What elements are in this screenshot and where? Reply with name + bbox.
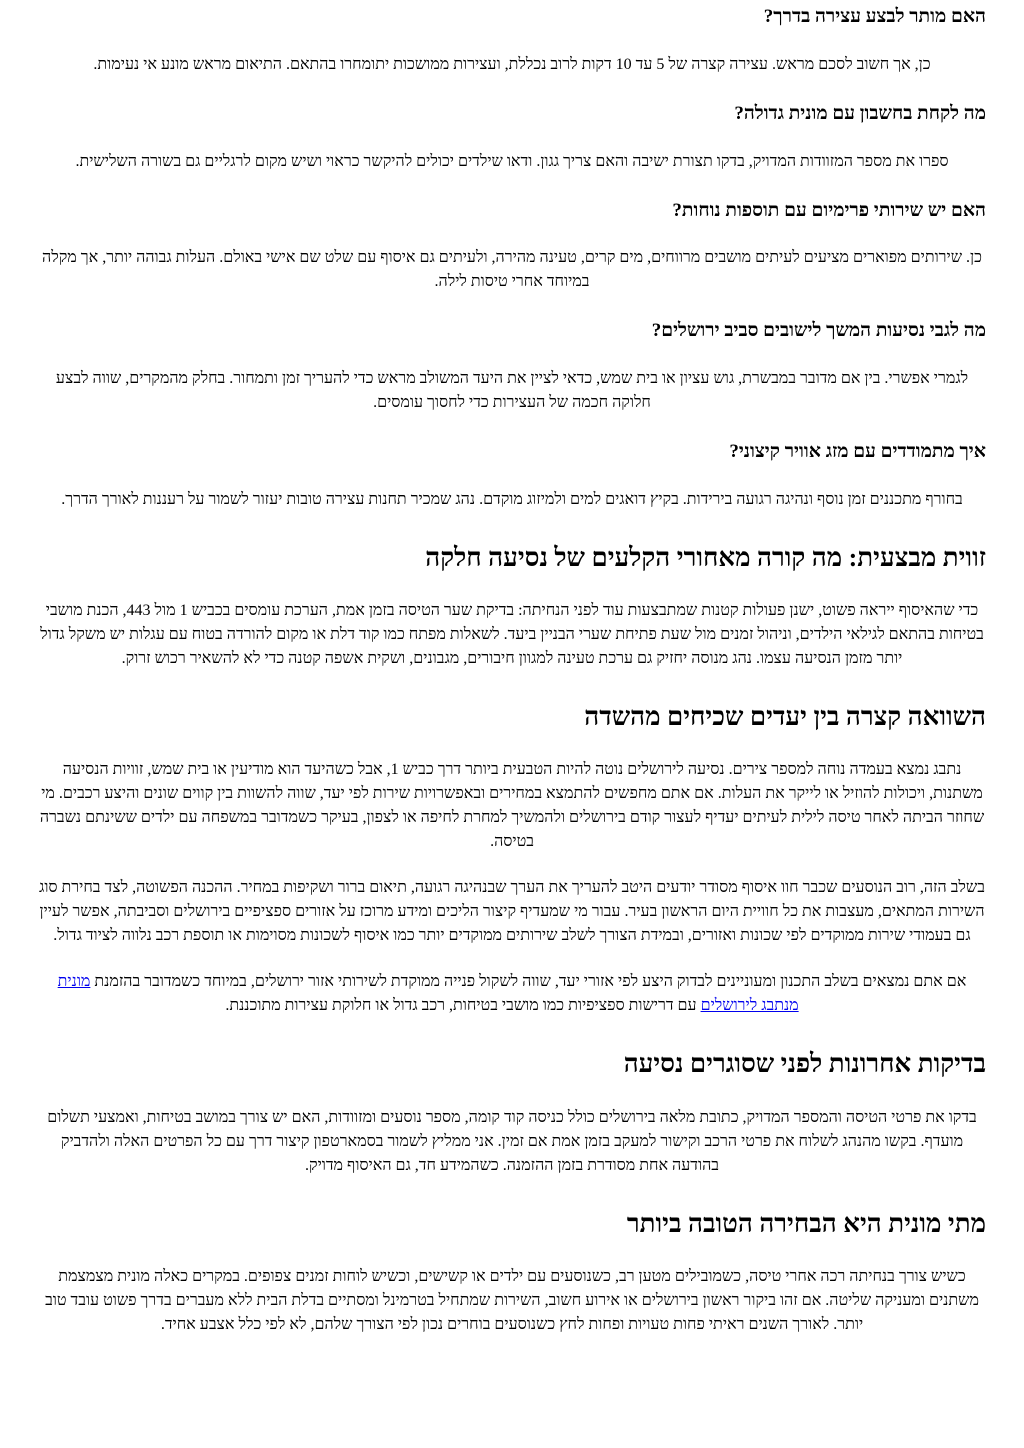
section-paragraph: בדקו את פרטי הטיסה והמספר המדויק, כתובת מלאה בירושלים כולל כניסה קוד קומה, מספר נוסעים ומזוודות, האם יש צורך במושב בטיחות, ואמצעי תשלום מועדף. בקשו מהנהג לשלוח את פרטי הרכב וקישור למעקב בזמן אמת אם זמין. אני ממליץ לשמור בסמארטפון קיצור דרך עם כל הפרטים האלה ולהדביק בהודעה אחת מסודרת בזמן ההזמנה. כשהמידע חד, גם האיסוף מדויק. (47, 1108, 977, 1174)
faq-question: האם יש שירותי פרימיום עם תוספות נוחות? (672, 199, 986, 221)
section-paragraph-with-link (38, 970, 986, 1018)
section-paragraph: כשיש צורך בנחיתה רכה אחרי טיסה, כשמובילים מטען רב, כשנוסעים עם ילדים או קשישים, וכשיש לוחות זמנים צפופים. במקרים כאלה מונית מצמצמת משתנים ומעניקה שליטה. אם זהו ביקור ראשון בירושלים או אירוע חשוב, השירות שמתחיל בטרמינל ומסתיים בדלת הבית ללא מעברים בדרך פשוט עובד טוב יותר. לאורך השנים ראיתי פחות טעויות ופחות לחץ כשנוסעים בוחרים נכון לפי הצורך שלהם, לא לפי כלל אצבע אחיד. (45, 1267, 979, 1333)
faq-question: האם מותר לבצע עצירה בדרך? (763, 6, 986, 27)
paragraph-text: עם דרישות ספציפיות כמו מושבי בטיחות, רכב גדול או חלוקת עצירות מתוכננת. (225, 997, 701, 1015)
jerusalem-taxi-link[interactable]: מונית מנתבג לירושלים (57, 973, 799, 1015)
faq-answer: כן, אך חשוב לסכם מראש. עצירה קצרה של 5 עד 10 דקות לרוב נכללת, ועצירות ממושכות יתומחרו בהתאם. התיאום מראש מונע אי נעימות. (93, 55, 931, 73)
faq-question: מה לגבי נסיעות המשך לישובים סביב ירושלים? (651, 320, 986, 342)
section-paragraph: בשלב הזה, רוב הנוסעים שכבר חוו איסוף מסודר יודעים היטב להעריך את הערך שבנהיגה רגועה, תיאום ברור ושקיפות במחיר. ההכנה הפשוטה, לצד בחירת סוג השירות המתאים, מעצבות את כל חוויית היום הראשון בעיר. עבור מי שמעדיף קיצור הליכים ומידע מרוכז על אזורים ספציפיים בירושלים וסביבתה, אפשר לעיין גם בעמודי שירות ממוקדים לפי שכונות ואזורים, ובמידת הצורך לשלב שירותים ממוקדים יותר כמו איסוף לשכונות מסוימות או תוספת רכב נלווה לציוד גדול. (39, 879, 985, 945)
section-title: בדיקות אחרונות לפני שסוגרים נסיעה (623, 1049, 986, 1079)
faq-answer: לגמרי אפשרי. בין אם מדובר במבשרת, גוש עציון או בית שמש, כדאי לציין את היעד המשולב מראש כדי להעריך זמן ותמחור. בחלק מהמקרים, שווה לבצע חלוקה חכמה של העצירות כדי לחסוך עומסים. (55, 370, 969, 412)
section-title: זווית מבצעית: מה קורה מאחורי הקלעים של נסיעה חלקה (425, 542, 986, 572)
article (38, 6, 986, 1337)
faq-answer: ספרו את מספר המזוודות המדויק, בדקו תצורת ישיבה והאם צריך גגון. ודאו שילדים יכולים להיקשר כראוי ושיש מקום לרגליים גם בשורה השלישית. (75, 152, 949, 170)
section-title: מתי מונית היא הבחירה הטובה ביותר (626, 1208, 986, 1238)
faq-question: מה לקחת בחשבון עם מונית גדולה? (734, 102, 986, 124)
section-paragraph: כדי שהאיסוף ייראה פשוט, ישנן פעולות קטנות שמתבצעות עוד לפני הנחיתה: בדיקת שער הטיסה בזמן אמת, הערכת עומסים בכביש 1 מול 443, הכנת מושבי בטיחות בהתאם לגילאי הילדים, וניהול זמנים מול שעת פתיחת שערי הבניין ביעד. לשאלות מפתח כמו קוד דלת או מקום להורדה בטוח עם עגלות יש משקל גדול יותר מזמן הנסיעה עצמו. נהג מנוסה יחזיק גם ערכת טעינה למגוון חיבורים, מגבונים, ושקית אשפה קטנה כדי לא להשאיר רכוש זרוק. (40, 602, 984, 668)
section-paragraph: נתבג נמצא בעמדה נוחה למספר צירים. נסיעה לירושלים נוטה להיות הטבעית ביותר דרך כביש 1, אבל כשהיעד הוא מודיעין או בית שמש, זוויות הנסיעה משתנות, ויכולות להוזיל או לייקר את העלות. אם אתם מחפשים להתמצא במחירים ובאפשרויות שירות לפי יעד, שווה להשוות בין קווים שונים והיצע רכבים. מי שחוזר הביתה לאחר טיסה לילית לעיתים יעדיף לעצור קודם בירושלים ולהמשיך למחרת לחיפה או לצפון, בעיקר כשמדובר במשפחה עם ילדים ששינתם נשברה בטיסה. (39, 761, 985, 851)
faq-question: איך מתמודדים עם מזג אוויר קיצוני? (729, 441, 986, 463)
faq-answer: כן. שירותים מפוארים מציעים לעיתים מושבים מרווחים, מים קרים, טעינה מהירה, ולעיתים גם איסוף עם שלט שם אישי באולם. העלות גבוהה יותר, אך מקלה במיוחד אחרי טיסות לילה. (42, 249, 982, 291)
paragraph-text: אם אתם נמצאים בשלב התכנון ומעוניינים לבדוק היצע לפי אזורי יעד, שווה לשקול פנייה ממוקדת לשירותי אזור ירושלים, במיוחד כשמדובר בהזמנת (90, 973, 967, 991)
section-title: השוואה קצרה בין יעדים שכיחים מהשדה (584, 702, 986, 732)
faq-answer: בחורף מתכננים זמן נוסף ונהיגה רגועה בירידות. בקיץ דואגים למים ולמיזוג מוקדם. נהג שמכיר תחנות עצירה טובות יעזור לשמור על רעננות לאורך הדרך. (61, 490, 963, 508)
